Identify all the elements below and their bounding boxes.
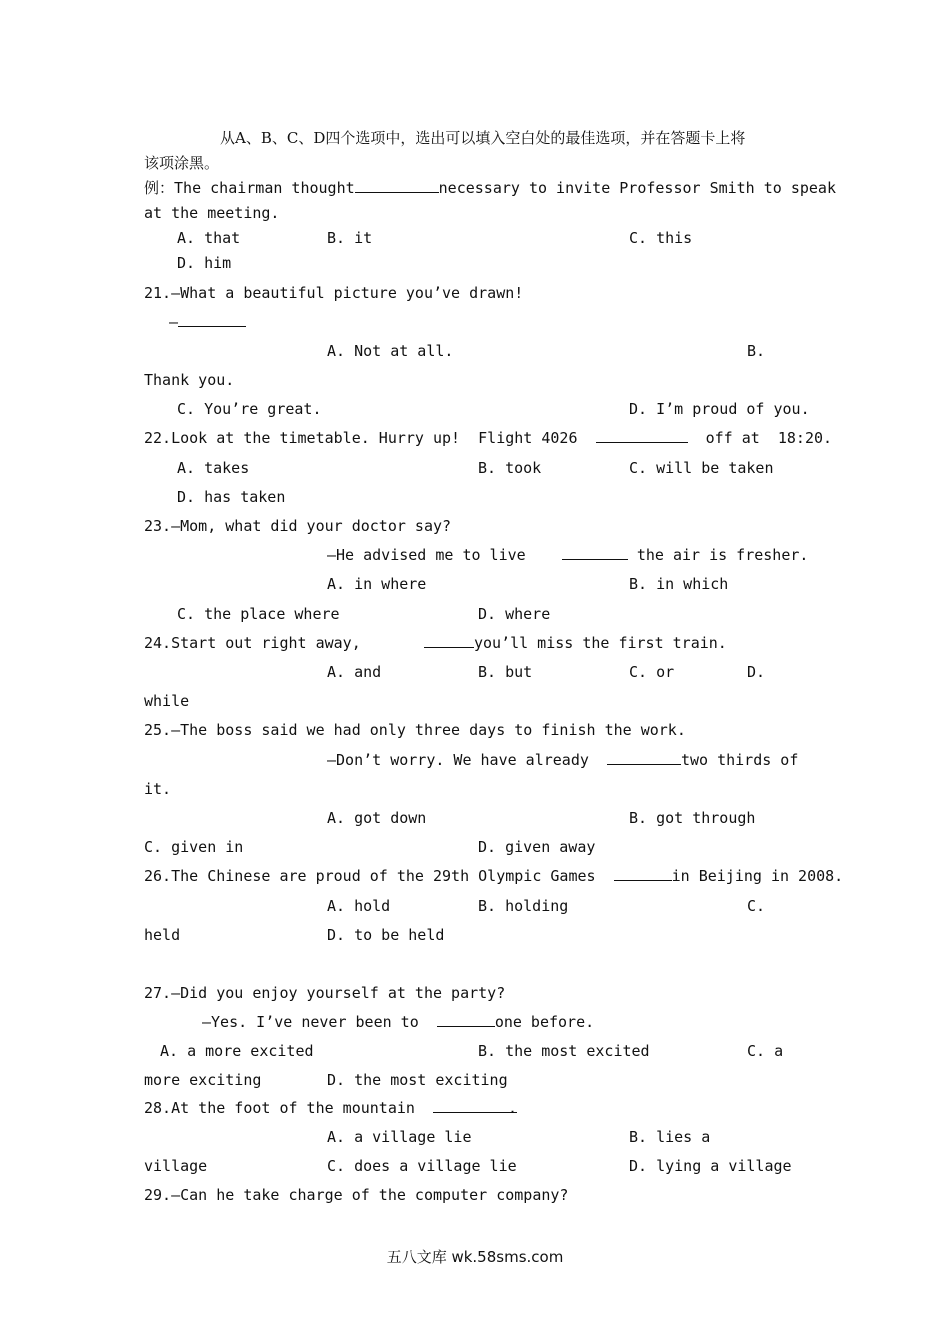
option: C. bbox=[747, 897, 766, 915]
example-stem-line-2: at the meeting. bbox=[144, 204, 280, 222]
question-29-stem bbox=[144, 1185, 568, 1205]
example-stem bbox=[144, 178, 836, 198]
question-text: in Beijing in 2008. bbox=[671, 867, 844, 885]
question-22-stem bbox=[144, 428, 832, 448]
option: D. the most exciting bbox=[327, 1071, 508, 1089]
question-text: —He advised me to live bbox=[327, 546, 526, 564]
question-number: 22. bbox=[144, 429, 172, 447]
question-text: one before. bbox=[494, 1013, 595, 1031]
instructions-line-1: 从A、B、C、D四个选项中，选出可以填入空白处的最佳选项，并在答题卡上将 bbox=[220, 129, 746, 147]
option: C. will be taken bbox=[629, 459, 774, 477]
footer-watermark: 五八文库 wk.58sms.com bbox=[386, 1248, 564, 1266]
question-text: the air is fresher. bbox=[636, 546, 809, 564]
option: C. a bbox=[747, 1042, 784, 1060]
answer-blank bbox=[424, 633, 474, 648]
question-21-reply bbox=[169, 312, 246, 332]
question-text: two thirds of bbox=[680, 751, 799, 769]
question-text: The Chinese are proud of the 29th Olympic Games bbox=[171, 867, 596, 885]
example-prefix: 例： bbox=[144, 179, 175, 197]
answer-blank bbox=[437, 1012, 495, 1027]
example-stem-b: necessary to invite Professor Smith to speak bbox=[438, 179, 836, 197]
question-text: —Can he take charge of the computer company? bbox=[171, 1186, 569, 1204]
question-number: 28. bbox=[144, 1099, 172, 1117]
option: while bbox=[144, 692, 190, 710]
example-option: D. him bbox=[177, 254, 232, 272]
option: D. lying a village bbox=[629, 1157, 792, 1175]
question-number: 24. bbox=[144, 634, 172, 652]
question-25-stem bbox=[144, 720, 686, 740]
question-21-stem bbox=[144, 283, 523, 303]
question-number: 25. bbox=[144, 721, 172, 739]
option: C. does a village lie bbox=[327, 1157, 517, 1175]
option: more exciting bbox=[144, 1071, 262, 1089]
answer-blank bbox=[178, 312, 246, 327]
question-text: —Did you enjoy yourself at the party? bbox=[171, 984, 506, 1002]
example-option: B. it bbox=[327, 229, 373, 247]
question-25-reply bbox=[327, 750, 798, 770]
option: C. You’re great. bbox=[177, 400, 322, 418]
question-text: —Yes. I’ve never been to bbox=[202, 1013, 419, 1031]
answer-blank bbox=[433, 1098, 517, 1117]
question-text: —What a beautiful picture you’ve drawn! bbox=[171, 284, 524, 302]
question-23-stem bbox=[144, 516, 451, 536]
example-option: A. that bbox=[177, 229, 241, 247]
option: A. hold bbox=[327, 897, 391, 915]
option: D. bbox=[747, 663, 766, 681]
option: D. has taken bbox=[177, 488, 286, 506]
option: D. to be held bbox=[327, 926, 445, 944]
question-text: — bbox=[169, 313, 179, 331]
option: held bbox=[144, 926, 181, 944]
option: A. got down bbox=[327, 809, 427, 827]
question-text: —Mom, what did your doctor say? bbox=[171, 517, 452, 535]
option: C. given in bbox=[144, 838, 244, 856]
option: Thank you. bbox=[144, 371, 235, 389]
option: B. the most excited bbox=[478, 1042, 650, 1060]
question-text: . bbox=[507, 1099, 517, 1117]
question-number: 29. bbox=[144, 1186, 172, 1204]
option: village bbox=[144, 1157, 208, 1175]
answer-blank bbox=[562, 545, 628, 560]
example-stem-a: The chairman thought bbox=[174, 179, 355, 197]
instructions-line-2: 该项涂黑。 bbox=[144, 154, 220, 172]
option: A. Not at all. bbox=[327, 342, 454, 360]
option: D. where bbox=[478, 605, 551, 623]
option: A. and bbox=[327, 663, 382, 681]
question-text: At the foot of the mountain bbox=[171, 1099, 415, 1117]
option: B. bbox=[747, 342, 766, 360]
question-text: —The boss said we had only three days to finish the work. bbox=[171, 721, 686, 739]
question-text: off at 18:20. bbox=[705, 429, 833, 447]
answer-blank bbox=[607, 750, 681, 765]
question-text: Start out right away, bbox=[171, 634, 361, 652]
option: A. a village lie bbox=[327, 1128, 472, 1146]
question-text: —Don’t worry. We have already bbox=[327, 751, 589, 769]
question-27-reply bbox=[202, 1012, 594, 1032]
option: D. given away bbox=[478, 838, 596, 856]
question-24-stem bbox=[144, 633, 727, 653]
question-27-stem bbox=[144, 983, 505, 1003]
option: B. holding bbox=[478, 897, 569, 915]
question-26-stem bbox=[144, 866, 843, 886]
option: A. takes bbox=[177, 459, 250, 477]
question-number: 21. bbox=[144, 284, 172, 302]
answer-blank bbox=[596, 428, 688, 443]
question-text: Look at the timetable. Hurry up! Flight 4026 bbox=[171, 429, 578, 447]
question-28-stem bbox=[144, 1098, 517, 1118]
option: A. in where bbox=[327, 575, 427, 593]
answer-blank bbox=[355, 178, 439, 193]
option: C. or bbox=[629, 663, 675, 681]
answer-blank bbox=[614, 866, 672, 881]
question-25-reply-cont: it. bbox=[144, 780, 172, 798]
option: B. took bbox=[478, 459, 542, 477]
question-number: 27. bbox=[144, 984, 172, 1002]
question-23-reply bbox=[327, 545, 808, 565]
question-number: 26. bbox=[144, 867, 172, 885]
option: A. a more excited bbox=[160, 1042, 314, 1060]
example-option: C. this bbox=[629, 229, 693, 247]
option: C. the place where bbox=[177, 605, 340, 623]
question-text: you’ll miss the first train. bbox=[473, 634, 727, 652]
option: B. but bbox=[478, 663, 533, 681]
option: B. lies a bbox=[629, 1128, 711, 1146]
option: D. I’m proud of you. bbox=[629, 400, 810, 418]
option: B. in which bbox=[629, 575, 729, 593]
option: B. got through bbox=[629, 809, 756, 827]
question-number: 23. bbox=[144, 517, 172, 535]
